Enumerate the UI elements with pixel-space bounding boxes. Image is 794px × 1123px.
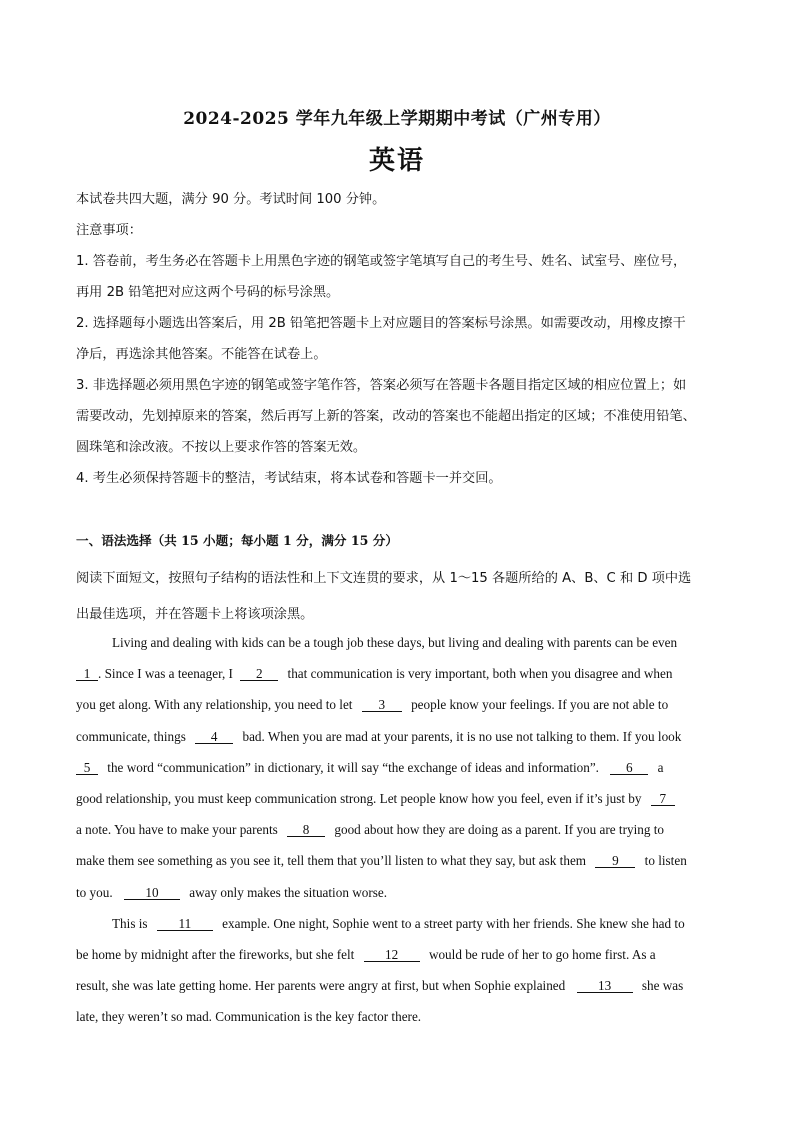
passage-text: to listen [644, 853, 687, 868]
passage-text: This is [112, 916, 148, 931]
passage-text: away only makes the situation worse. [189, 885, 388, 900]
passage-line-13: late, they weren’t so mad. Communication is the key factor there. [76, 1009, 422, 1024]
passage-line-10 [112, 916, 685, 932]
passage-text: bad. When you are mad at your parents, it is no use not talking to them. If you look [242, 729, 682, 744]
passage-text: people know your feelings. If you are not able to [411, 697, 669, 712]
blank-10: 10 [124, 886, 180, 900]
passage-text: communicate, things [76, 729, 186, 744]
note-4: 4. 考生必须保持答题卡的整洁，考试结束，将本试卷和答题卡一并交回。 [76, 471, 502, 486]
blank-5: 5 [76, 761, 98, 775]
blank-13: 13 [577, 979, 633, 993]
note-3b: 需要改动，先划掉原来的答案，然后再写上新的答案，改动的答案也不能超出指定的区域；不准使用铅笔、 [76, 409, 696, 424]
blank-3: 3 [362, 698, 402, 712]
passage-line-4 [76, 729, 681, 745]
passage-line-9 [76, 885, 387, 901]
passage-text: a [657, 760, 664, 775]
note-2b: 净后，再选涂其他答案。不能答在试卷上。 [76, 347, 327, 362]
note-3a: 3. 非选择题必须用黑色字迹的钢笔或签字笔作答，答案必须写在答题卡各题目指定区域的相应位置上；如 [76, 378, 687, 393]
passage-text: good relationship, you must keep communication strong. Let people know how you feel, even if it’s just by [76, 791, 642, 806]
passage-text: example. One night, Sophie went to a street party with her friends. She knew she had to [222, 916, 685, 931]
section-heading: 一、语法选择（共 15 小题；每小题 1 分，满分 15 分） [76, 533, 398, 548]
passage-text: she was [641, 978, 684, 993]
passage-text: the word “communication” in dictionary, it will say “the exchange of ideas and information”. [107, 760, 599, 775]
note-2a: 2. 选择题每小题选出答案后，用 2B 铅笔把答题卡上对应题目的答案标号涂黑。如需要改动，用橡皮擦干 [76, 316, 686, 331]
passage-line-1: Living and dealing with kids can be a tough job these days, but living and dealing with parents can be even [112, 635, 678, 650]
passage-line-7 [76, 822, 664, 838]
passage-text: to you. [76, 885, 113, 900]
passage-text: good about how they are doing as a parent. If you are trying to [334, 822, 664, 837]
passage-text: a note. You have to make your parents [76, 822, 278, 837]
blank-1: 1 [76, 667, 98, 681]
blank-4: 4 [195, 730, 233, 744]
passage-text: result, she was late getting home. Her parents were angry at first, but when Sophie explained [76, 978, 566, 993]
blank-11: 11 [157, 917, 213, 931]
exam-title: 2024-2025 学年九年级上学期期中考试（广州专用） [183, 109, 611, 129]
passage-line-5 [76, 760, 663, 776]
note-1a: 1. 答卷前，考生务必在答题卡上用黑色字迹的钢笔或签字笔填写自己的考生号、姓名、试室号、座位号， [76, 254, 687, 269]
blank-6: 6 [610, 761, 648, 775]
passage-text: that communication is very important, both when you disagree and when [287, 666, 673, 681]
blank-2: 2 [240, 667, 278, 681]
notes-title: 注意事项： [76, 223, 142, 238]
passage-text: make them see something as you see it, tell them that you’ll listen to what they say, but ask them [76, 853, 587, 868]
subject-title: 英语 [368, 146, 425, 176]
blank-8: 8 [287, 823, 325, 837]
passage-line-6 [76, 791, 675, 807]
passage-line-12 [76, 978, 683, 994]
passage-line-8 [76, 853, 687, 869]
passage-text: . Since I was a teenager, I [98, 666, 233, 681]
blank-7: 7 [651, 792, 675, 806]
passage-text: you get along. With any relationship, you need to let [76, 697, 353, 712]
passage-text: be home by midnight after the fireworks, but she felt [76, 947, 355, 962]
passage-line-11 [76, 947, 656, 963]
exam-info-line: 本试卷共四大题，满分 90 分。考试时间 100 分钟。 [76, 192, 386, 207]
passage-line-3 [76, 697, 668, 713]
note-3c: 圆珠笔和涂改液。不按以上要求作答的答案无效。 [76, 440, 367, 455]
blank-12: 12 [364, 948, 420, 962]
note-1b: 再用 2B 铅笔把对应这两个号码的标号涂黑。 [76, 285, 340, 300]
section-instruction-b: 出最佳选项，并在答题卡上将该项涂黑。 [76, 607, 314, 622]
passage-text: would be rude of her to go home first. As a [428, 947, 656, 962]
section-instruction-a: 阅读下面短文，按照句子结构的语法性和上下文连贯的要求，从 1～15 各题所给的 A、B、C 和 D 项中选 [76, 571, 692, 586]
passage-line-2 [76, 666, 672, 682]
blank-9: 9 [595, 854, 635, 868]
